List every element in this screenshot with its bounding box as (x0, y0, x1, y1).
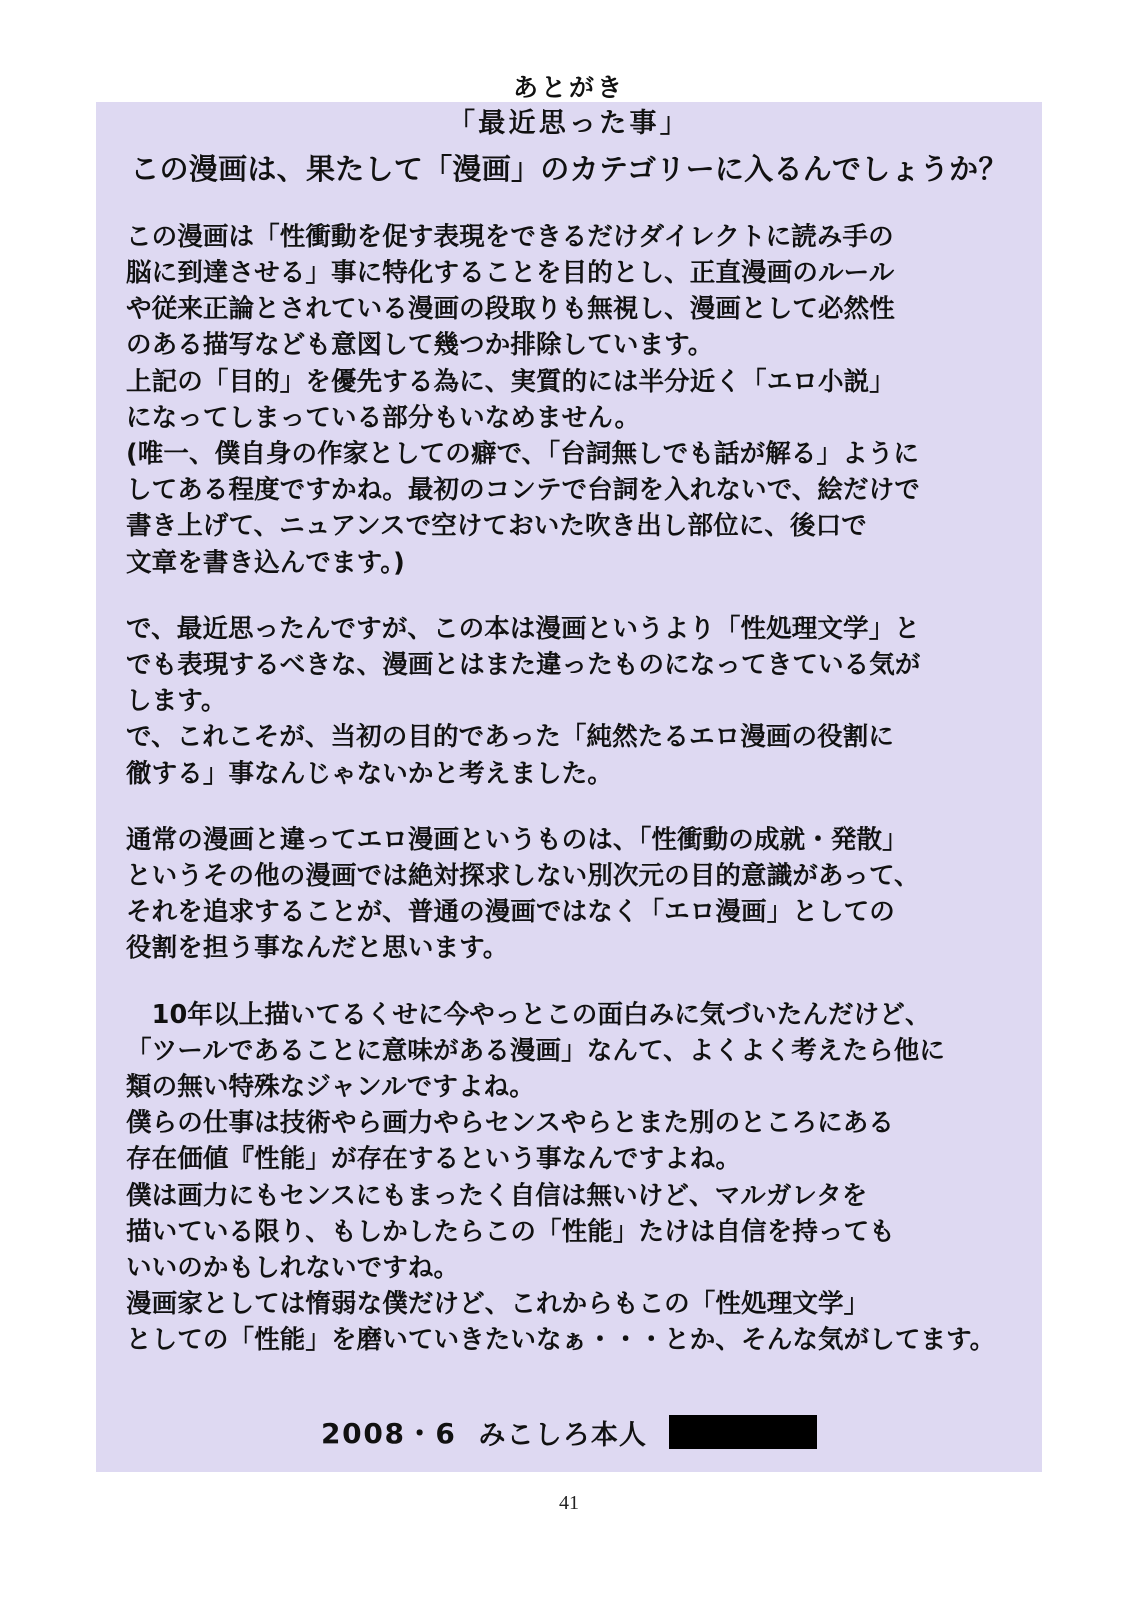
afterword-headline: この漫画は、果たして「漫画」のカテゴリーに入るんでしょうか？ (130, 152, 1008, 186)
signature-author: みこしろ本人 (478, 1419, 647, 1451)
paragraph-line: 通常の漫画と違ってエロ漫画というものは、「性衝動の成就・発散」 (126, 824, 908, 855)
paragraph-line: になってしまっている部分もいなめません。 (126, 402, 641, 433)
paragraph-line: としての「性能」を磨いていきたいなぁ・・・とか、そんな気がしてます。 (126, 1325, 996, 1356)
paragraph-line: 存在価値『性能」が存在するという事なんですよね。 (126, 1144, 742, 1175)
paragraph-line: 僕らの仕事は技術やら画力やらセンスやらとまた別のところにある (126, 1108, 895, 1139)
page-number: 41 (559, 1492, 579, 1514)
paragraph-line: のある描写なども意図して幾つか排除しています。 (126, 330, 714, 361)
paragraph-line: 描いている限り、もしかしたらこの「性能」たけは自信を持っても (126, 1216, 895, 1247)
afterword-content (96, 64, 1042, 1474)
paragraph-line: 漫画家としては惰弱な僕だけど、これからもこの「性処理文学」 (126, 1289, 870, 1320)
afterword-block-4 (126, 997, 1012, 1359)
paragraph-line: 役割を担う事なんだと思います。 (126, 933, 509, 964)
paragraph-line: や従来正論とされている漫画の段取りも無視し、漫画として必然性 (126, 294, 895, 325)
afterword-block-1 (126, 219, 1012, 581)
paragraph-line: 僕は画力にもセンスにもまったく自信は無いけど、マルガレタを (126, 1180, 868, 1211)
paragraph-line: 脳に到達させる」事に特化することを目的とし、正直漫画のルール (126, 257, 895, 288)
paragraph-line: 「ツールであることに意味がある漫画」なんて、よくよく考えたら他に (126, 1035, 946, 1066)
afterword-title: あとがき (512, 73, 625, 102)
paragraph-line: してある程度ですかね。最初のコンテで台詞を入れないで、絵だけで (126, 475, 920, 506)
paragraph-line: いいのかもしれないですね。 (126, 1252, 460, 1283)
paragraph-line: それを追求することが、普通の漫画ではなく「エロ漫画」としての (126, 897, 895, 928)
paragraph-line: で、これこそが、当初の目的であった「純然たるエロ漫画の役割に (126, 722, 895, 753)
afterword-subtitle: 「最近思った事」 (448, 108, 690, 140)
paragraph-line: 10年以上描いてるくせに今やっとこの面白みに気づいたんだけど、 (126, 999, 931, 1030)
paragraph-line: 類の無い特殊なジャンルですよね。 (126, 1071, 535, 1102)
afterword-block-3 (126, 822, 1012, 967)
paragraph-line: というその他の漫画では絶対探求しない別次元の目的意識があって、 (126, 860, 920, 891)
redaction-bar (669, 1415, 817, 1449)
paragraph-line: 書き上げて、ニュアンスで空けておいた吹き出し部位に、後口で (126, 511, 867, 542)
paragraph-line: 上記の「目的」を優先する為に、実質的には半分近く「エロ小説」 (126, 366, 895, 397)
paragraph-line: で、最近思ったんですが、この本は漫画というより「性処理文学」と (126, 613, 920, 644)
paragraph-line: 文章を書き込んでます。) (126, 547, 405, 578)
paragraph-line: します。 (126, 686, 227, 717)
signature-date: 2008・6 (321, 1417, 457, 1450)
signature (96, 1412, 1042, 1452)
paragraph-line: (唯一、僕自身の作家としての癖で、「台詞無しでも話が解る」ように (126, 438, 919, 469)
afterword-block-2 (126, 611, 1012, 792)
paragraph-line: でも表現するべきな、漫画とはまた違ったものになってきている気が (126, 649, 921, 680)
paragraph-line: この漫画は「性衝動を促す表現をできるだけダイレクトに読み手の (126, 221, 894, 252)
paragraph-line: 徹する」事なんじゃないかと考えました。 (126, 758, 613, 789)
